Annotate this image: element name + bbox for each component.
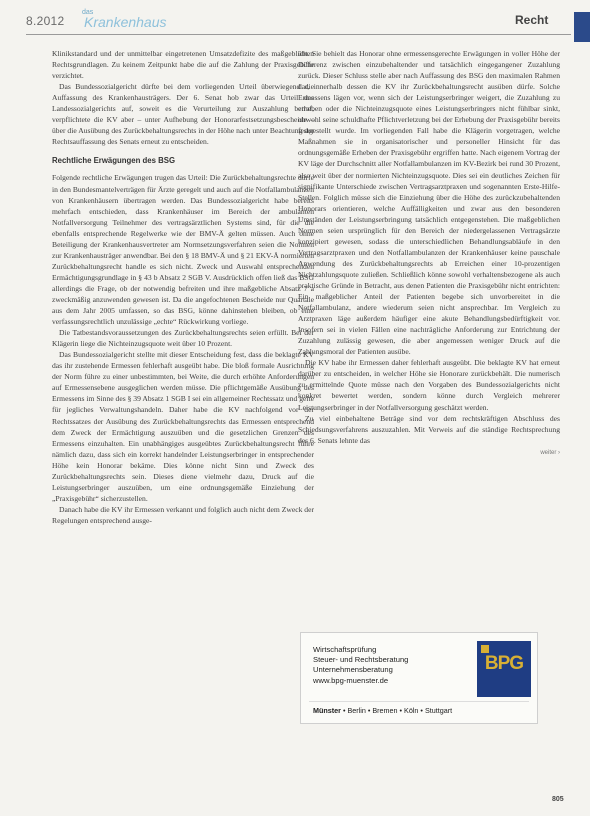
- logo-accent-square: [481, 645, 489, 653]
- left-column: [52, 48, 314, 526]
- paragraph: Die Tatbestandsvoraussetzungen des Zurückbehaltungsrechts seien erfüllt. Bei der Klägerin liege die Nichteinzugsquote weit über 10 Prozent.: [52, 328, 314, 349]
- header-rule: [26, 34, 571, 35]
- paragraph: Die KV habe ihr Ermessen daher fehlerhaft ausgeübt. Die beklagte KV hat erneut darüber zu entscheiden, in welcher Höhe sie Honorare zurückbehält. Die numerisch zu ermittelnde Quote müsse nach den Vorgaben des Bundessozialgerichts nicht konkret bewertet werden, sondern könne durch Vergleich mehrerer Leistungserbringer in der Notfallversorgung geschätzt werden.: [298, 358, 560, 412]
- paragraph: Folgende rechtliche Erwägungen trugen das Urteil: Die Zurückbehaltungsrechte dürfe in den Bundesmantelverträgen für Ärzte geregelt und auch auf die Notfallambulanzen von Krankenhäusern übertragen werden. Das Bundessozialgericht habe bereits mehrfach entschieden, dass Krankenhäuser im Bereich der ambulanten Notfallversorgung Teilnehmer des vertragsärztlichen Systems sind, für die die ebenfalls entsprechende Regelwerke wie der BMV-Ä gelten müssen. Auch ohne Beteiligung der Krankenhausvertreter am Normsetzungsverfahren seien die Normen zur Krankenhausträger anwendbar. Bei den § 18 BMV-Ä und § 21 EKV-Ä normierten Zurückbehaltungsrecht handle es sich nicht. Zweck und Auswahl entsprechenden Ermächtigungsgrundlage in § 43 b Absatz 2 SGB V. Ausdrücklich offen ließ das BSG allerdings die Frage, ob der notwendig befreiten und ihre maßgebliche Absatz 7 a zweckmäßig anzuwenden gewesen ist. Da die angefochtenen Bescheide nur Quartale aus dem Jahr 2005 umfassen, so das BSG, könne dahinstehen bleiben, ob eine verfassungsrechtlich unzulässige „echte“ Rückwirkung vorliege.: [52, 173, 314, 327]
- section-tab-marker: [574, 12, 590, 42]
- section-title: Recht: [515, 13, 549, 27]
- ad-city-main: Münster: [313, 706, 341, 715]
- paragraph: übt. Sie behielt das Honorar ohne ermessensgerechte Erwägungen in voller Höhe der Differenz zwischen einzubehaltender und tatsächlich eingegangener Zuzahlung zurück. Dieser Schluss stelle aber nach Auffassung des BSG den maximalen Rahmen dar, innerhalb dessen die KV ihr Zurückbehaltungsrecht ausüben dürfe. Solche Ermessens lägen vor, wenn sich der Leistungserbringer weigert, die Zuzahlung zu erheben oder die Nichteinzugsquote eines Leistungserbringers nicht fühlbar sinkt, obwohl seine schuldhafte Pflichtverletzung bei der Erhebung der Praxisgebühr bereits festgestellt wurde. Im vorliegenden Fall habe die Klägerin vorgetragen, welche Maßnahmen sie in organisatorischer und personeller Hinsicht für das ordnungsgemäße Erheben der Praxisgebühr ergriffen hatte. Nach eigenem Vortrag der KV läge der Durchschnitt aller Notfallambulanzen im KV-Bezirk bei rund 30 Prozent, also weit über der normierten Nichteinzugsquote. Dies sei ein deutliches Zeichen für signifikante Unterschiede zwischen Vertragsarztpraxen und sogenannten Erste-Hilfe-Stellen. Folglich müsse sich die Einziehung über die Höhe des zurückzubehaltenden Honorars orientieren, welche Auffälligkeiten und zwar aus den besonderen Umständen der Leistungserbringung tatsächlich entgegenstehen. Die maßgeblichen Normen seien ursprünglich für den Bereich der niedergelassenen Vertragsärzte konzipiert gewesen, sodass die unterschiedlichen Behandlungsabläufe in den Vertragsarztpraxen und den Notfallambulanzen der Krankenhäuser keine pauschale Anwendung des Zurückbehaltungsrechts ab Erreichen einer 10-prozentigen Nichtzahlungsquote zuließen. Schließlich könne sowohl verhaltensbezogene als auch praktische Gründe in Betracht, aus denen Patienten die Praxisgebühr nicht entrichten: Ein maßgeblicher Anteil der Patienten begebe sich unvorbereitet in die Notfallambulanz, andere wiederum seien nicht ansprechbar. Im Vergleich zu Arztpraxen läge außerdem häufiger eine akute Behandlungsbedürftigkeit vor. Insofern sei in vielen Fällen eine nachträgliche Anforderung zur Entrichtung der Zuzahlung zulässig gewesen, die aber angemessen weniger Druck auf die Zahlungsmoral der Patienten ausübe.: [298, 49, 560, 357]
- ad-url[interactable]: www.bpg-muenster.de: [313, 675, 389, 685]
- ad-city-list: • Berlin • Bremen • Köln • Stuttgart: [340, 706, 453, 715]
- ad-cities: [313, 706, 452, 715]
- continue-link[interactable]: weiter ›: [540, 449, 560, 456]
- bpg-logo-text: BPG: [484, 653, 524, 674]
- page-number: 805: [552, 796, 564, 803]
- section-heading: Rechtliche Erwägungen des BSG: [52, 156, 176, 166]
- ad-line: Unternehmensberatung: [313, 665, 393, 675]
- paragraph: Das Bundessozialgericht stellte mit dieser Entscheidung fest, dass die beklagte KV das ihr zustehende Ermessen fehlerhaft ausgeübt habe. Die bloß formale Ausrichtung der Norm führe zu einer unbestimmten, bei Weite, die durch erhöhte Anforderungen auf Ermessensebene ausgeglichen werden müsse. Die pflichtgemäße Ausübung des Ermessens im Sinne des § 39 Absatz 1 SGB I sei ein allgemeiner Rechtssatz und gelte für jegliches Verwaltungshandeln. Daher habe die KV nachfolgend vor der Rechtssatzes der Ausübung des Zurückbehaltungsrechts das Ermessen entsprechend dem Zweck der Ermächtigung auszuüben und die gesetzlichen Grenzen des Ermessens einzuhalten. Ein unabhängiges ausgeübtes Zurückbehaltungsrecht führe nämlich dazu, dass sich ein korrekt handelnder Leistungserbringer in entsprechender Höhe kein Honorar bekäme. Dies könne nicht Sinn und Zweck des Zurückbehaltungsrechts sein. Dieses diene vielmehr dazu, Druck auf die Leistungserbringer auszuüben, um eine ordnungsgemäße Einziehung der „Praxisgebühr“ sicherzustellen.: [52, 350, 314, 503]
- logo-main-text: Krankenhaus: [84, 14, 167, 30]
- paragraph: Danach habe die KV ihr Ermessen verkannt und folglich auch nicht dem Zweck der Regelungen entsprechend ausge-: [52, 504, 314, 525]
- logo-small-text: das: [82, 9, 94, 16]
- issue-number: 8.2012: [26, 14, 65, 28]
- bpg-logo: [477, 641, 531, 697]
- page-header: [0, 0, 590, 40]
- paragraph: Klinikstandard und der unmittelbar eingetretenen Umsatzdefizite des maßgeblichen Rechtsgrundlagen. Zu keinem Zeitpunkt habe die auf die Zahlung der Praxisgebühr verzichtet.: [52, 49, 314, 81]
- ad-divider: [309, 701, 529, 702]
- ad-text: [313, 645, 408, 686]
- ad-line: Steuer- und Rechtsberatung: [313, 655, 409, 665]
- ad-line: Wirtschaftsprüfung: [313, 645, 377, 654]
- advertisement[interactable]: [300, 632, 538, 724]
- journal-logo: [82, 9, 167, 33]
- paragraph: Das Bundessozialgericht dürfte bei dem vorliegenden Urteil überwiegend die Auffassung des Krankenhausträgers. Der 6. Senat hob zwar das Urteil des Landessozialgerichts auf, soweit es die Verurteilung zur Auszahlung betraf, verpflichtete die KV aber – unter Aufhebung der Honorarfestsetzungsbescheide – über die Ausübung des Zurückbehaltungsrechts in der Höhe nach unter Beachtung der Rechtsauffassung des Senats erneut zu entscheiden.: [52, 82, 314, 147]
- right-column: [298, 48, 560, 459]
- paragraph: Zu viel einbehaltene Beträge sind vor dem rechtskräftigen Abschluss des Schiedsungsverfahrens auszuzahlen. Mit Verweis auf die ständige Rechtsprechung des 6. Senats lehnte das: [298, 413, 560, 445]
